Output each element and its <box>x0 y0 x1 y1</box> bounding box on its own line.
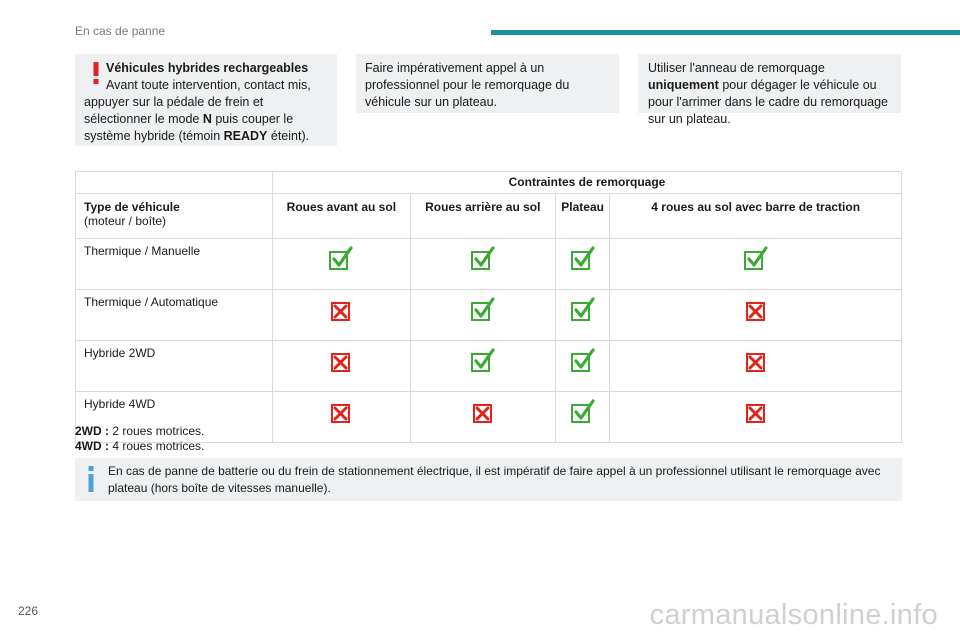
row-label: Hybride 2WD <box>76 341 273 392</box>
group-header: Contraintes de remorquage <box>273 172 902 194</box>
status-cell <box>410 392 555 443</box>
check-icon <box>470 297 496 323</box>
cross-icon <box>743 348 769 374</box>
status-cell <box>273 392 411 443</box>
info-icon <box>87 466 95 492</box>
section-title: En cas de panne <box>75 24 166 38</box>
status-cell <box>610 392 902 443</box>
cross-icon <box>328 399 354 425</box>
row-label: Hybride 4WD <box>76 392 273 443</box>
hybrid-warning-note <box>75 54 337 146</box>
info-text: En cas de panne de batterie ou du frein de stationnement électrique, il est impératif de faire appel à un professionnel utilisant le remorquage avec plateau (hors boîte de vitesses manuelle). <box>108 464 881 495</box>
status-cell <box>555 392 609 443</box>
column-header: Plateau <box>555 194 609 239</box>
cross-icon <box>743 297 769 323</box>
cross-icon <box>328 297 354 323</box>
hybrid-note-text: Avant toute intervention, contact mis, appuyer sur la pédale de frein et sélectionner le mode N puis couper le système hybride (témoin READY éteint). <box>84 78 311 143</box>
status-cell <box>555 290 609 341</box>
cross-icon <box>470 399 496 425</box>
status-cell <box>273 239 411 290</box>
column-header: Roues avant au sol <box>273 194 411 239</box>
vehicle-type-header: Type de véhicule (moteur / boîte) <box>76 194 273 239</box>
status-cell <box>610 239 902 290</box>
legend-4wd: 4WD : 4 roues motrices. <box>75 439 205 453</box>
warning-exclamation-icon <box>92 62 100 84</box>
table-row <box>76 290 902 341</box>
status-cell <box>410 239 555 290</box>
check-icon <box>570 399 596 425</box>
header-accent-bar <box>491 30 960 35</box>
status-cell <box>410 290 555 341</box>
towing-ring-note: Utiliser l'anneau de remorquage uniquement pour dégager le véhicule ou pour l'arrimer dans le cadre du remorquage sur un plateau. <box>638 54 901 113</box>
towing-constraints-table <box>75 171 902 443</box>
check-icon <box>570 246 596 272</box>
check-icon <box>570 348 596 374</box>
check-icon <box>570 297 596 323</box>
table-corner-cell <box>76 172 273 194</box>
cross-icon <box>328 348 354 374</box>
hybrid-note-title: Véhicules hybrides rechargeables <box>106 61 309 75</box>
check-icon <box>470 246 496 272</box>
status-cell <box>555 239 609 290</box>
watermark: carmanualsonline.info <box>649 599 938 631</box>
cross-icon <box>743 399 769 425</box>
status-cell <box>273 290 411 341</box>
table-row <box>76 341 902 392</box>
row-label: Thermique / Automatique <box>76 290 273 341</box>
page-number: 226 <box>18 604 39 618</box>
info-note <box>75 458 902 501</box>
check-icon <box>328 246 354 272</box>
status-cell <box>273 341 411 392</box>
legend-2wd: 2WD : 2 roues motrices. <box>75 424 205 438</box>
check-icon <box>470 348 496 374</box>
drive-legend <box>75 424 204 454</box>
status-cell <box>610 341 902 392</box>
check-icon <box>743 246 769 272</box>
column-header: 4 roues au sol avec barre de traction <box>610 194 902 239</box>
status-cell <box>610 290 902 341</box>
status-cell <box>555 341 609 392</box>
status-cell <box>410 341 555 392</box>
table-row <box>76 239 902 290</box>
column-header: Roues arrière au sol <box>410 194 555 239</box>
plateau-note: Faire impérativement appel à un professionnel pour le remorquage du véhicule sur un plateau. <box>356 54 619 113</box>
row-label: Thermique / Manuelle <box>76 239 273 290</box>
